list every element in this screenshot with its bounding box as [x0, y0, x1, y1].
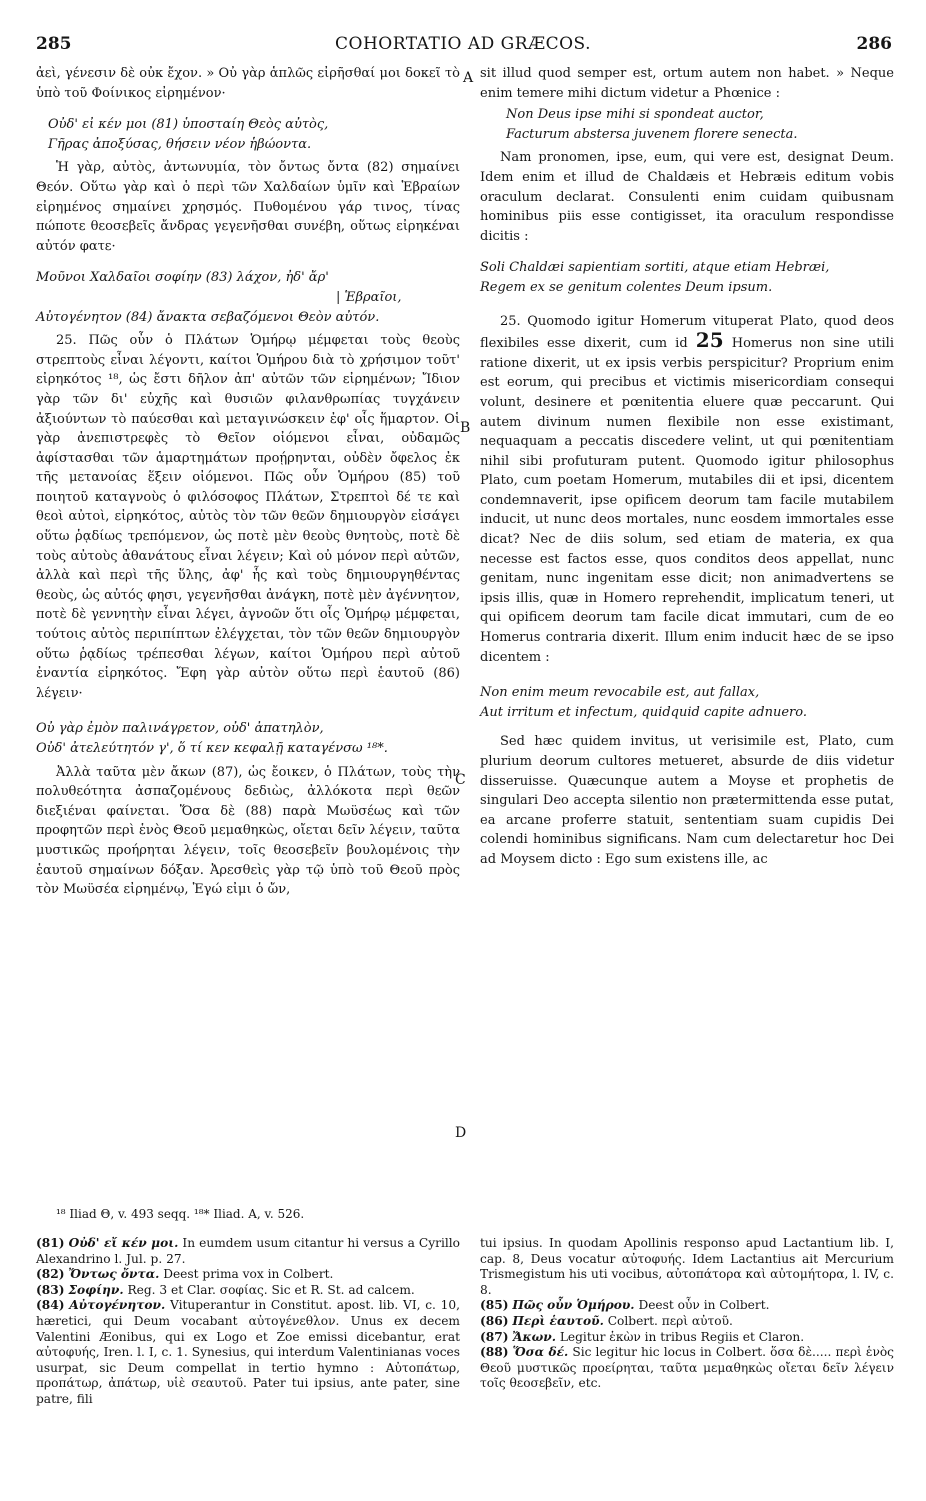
latin-verse-homer — [480, 683, 894, 722]
note: (84) Αὐτογένητον. Vituperantur in Constitut. apost. lib. VI, c. 10, hæretici, qui Deum vocabant αὐτογένεθλον. Unus ex decem Valentini Æonibus, qui ex Logo et Zoe emissi dicebantur, erat αὐτοφυής, Iren. l. I, c. 1. Synesius, qui interdum Valentinianas voces usurpat, sic Deum compellat in tertio hymno : Αὐτοπάτωρ, προπάτωρ, ἀπάτωρ, υἱὲ σεαυτοῦ. Pater tui ipsius, ante pater, sine patre, fili — [36, 1298, 461, 1406]
greek-paragraph: 25. Πῶς οὖν ὁ Πλάτων Ὁμήρῳ μέμφεται τοὺς θεοὺς στρεπτοὺς εἶναι λέγοντι, καίτοι Ὁμήρου διὰ τὸ χρήσιμον τοῦτ' εἰρηκότος ¹⁸, ὡς ἔστι δῆλον ἀπ' αὐτῶν τῶν εἰρημένων; Ἴδιον γὰρ τῶν δι' εὐχῆς καὶ θυσιῶν φιλανθρωπίας τυγχάνειν ἀξιούντων τὸ παύεσθαι καὶ μεταγινώσκειν ἐφ' οἷς ἥμαρτον. Οἱ γὰρ ἀνεπιστρεφὲς τὸ Θεῖον οἰόμενοι εἶναι, οὐδαμῶς ἀφίστασθαι τῶν ἁμαρτημάτων προῄρηνται, οὐδὲν ὄφελος ἐκ τῆς μετανοίας ἕξειν οἰόμενοι. Πῶς οὖν Ὁμήρου (85) τοῦ ποιητοῦ καταγνοὺς ὁ φιλόσοφος Πλάτων, Στρεπτοὶ δέ τε καὶ θεοὶ αὐτοὶ, εἰρηκότος, αὐτὸς τὸν τῶν θεῶν δημιουργὸν εἰσάγει οὕτω ῥᾳδίως τρεπόμενον, ὡς ποτὲ μὲν θεοὺς θνητοὺς, ποτὲ δὲ τοὺς αὐτοὺς ἀθανάτους εἶναι λέγειν; Καὶ οὐ μόνον περὶ αὐτῶν, ἀλλὰ καὶ περὶ τῆς ὕλης, ἀφ' ἧς καὶ τοὺς δημιουργηθέντας θεοὺς, ὡς αὐτός φησι, γεγενῆσθαι ἀνάγκη, ποτὲ μὲν ἀγέννητον, ποτὲ δὲ γεννητὴν εἶναι λέγει, ἀγνοῶν ὅτι οἷς Ὁμήρῳ μέμφεται, τούτοις αὐτὸς περιπίπτων ἐλέγχεται, τὸν τῶν θεῶν δημιουργὸν οὕτω ῥᾳδίως τρέπεσθαι λέγων, καίτοι Ὁμήρου περὶ αὐτοῦ ἐναντία εἰρηκότος. Ἔφη γὰρ αὐτὸν οὕτω περὶ ἑαυτοῦ (86) λέγειν· — [36, 333, 460, 701]
latin-text: 25. Quomodo igitur Homerum vituperat Plato, quod deos flexibiles esse dixerit, cum id — [480, 313, 894, 352]
latin-paragraph — [480, 312, 894, 668]
latin-paragraph: Nam pronomen, ipse, eum, qui vere est, designat Deum. Idem enim et illud de Chaldæis et Hebræis editum vobis oraculum declarat. Consulenti enim cuidam quibusnam hominibus piis esse contigisset, ita oraculum respondisse dicitis : — [480, 150, 894, 244]
margin-letter-b: B — [460, 420, 471, 436]
verse-line: Regem ex se genitum colentes Deum ipsum. — [480, 279, 773, 295]
verse-line: Non enim meum revocabile est, aut fallax, — [480, 685, 760, 701]
verse-line: Non Deus ipse mihi si spondeat auctor, — [506, 107, 764, 123]
note: (88) Ὅσα δέ. Sic legitur hic locus in Colbert. ὅσα δὲ..... περὶ ἑνὸς Θεοῦ μυστικῶς προείρηται, ταῦτα μεμαθηκὼς οἴεται δεῖν λέγειν τοῖς θεοσεβεῖν, etc. — [480, 1345, 895, 1391]
verse-line: | Ἑβραῖοι, — [336, 289, 402, 305]
note: (81) Οὐδ' εἴ κέν μοι. In eumdem usum citantur hi versus a Cyrillo Alexandrino l. Jul. p. 27. — [36, 1236, 460, 1266]
latin-text: Homerus non sine utili ratione dixerit, ut ex ipsis verbis perspicitur? Proprium enim est eorum, qui precibus et victimis misericordiam consequi volunt, desinere et pœnitentia eluere quæ peccarunt. Qui autem divinum numen flexibile non esse existimant, nequaquam a peccatis discedere velint, ut qui pœnitentiam nihil sibi profuturam putent. Quomodo igitur philosophus Plato, cum poetam Homerum, mutabiles dii et ipsi, dicentem condemnaverit, ipse opificem deorum tam facile mutabilem inducit, ut nunc deos mortales, nunc eosdem immortales esse dicat? Nec de diis solum, sed etiam de materia, ex qua necesse est factos esse, quos conditos deos appellat, nunc genitam, nunc ingenitam esse dicit; non animadvertens se ipsis illis, quæ in Homero reprehendit, implicatum teneri, ut qui opificem deorum tam facile dicat immutari, cum de eo Homerus contraria dixerit. Illum enim inducit hæc de se ipso dicentem : — [480, 336, 895, 665]
verse-line: Αὐτογένητον (84) ἄνακτα σεβαζόμενοι Θεὸν αὐτόν. — [36, 309, 380, 325]
greek-paragraph: Ἀλλὰ ταῦτα μὲν ἄκων (87), ὡς ἔοικεν, ὁ Πλάτων, τοὺς τὴν πολυθεότητα ἀσπαζομένους δεδιὼς, ἀλλόκοτα περὶ θεῶν διεξιέναι φαίνεται. Ὅσα δὲ (88) παρὰ Μωϋσέως καὶ τῶν προφητῶν περὶ ἑνὸς Θεοῦ μεμαθηκὼς, οἴεται δεῖν λέγειν, ταῦτα μυστικῶς προήρηται λέγειν, τοῖς θεοσεβεῖν βουλομένοις τὴν ἑαυτοῦ σημαίνων δόξαν. Ἀρεσθεὶς γὰρ τῷ ὑπὸ τοῦ Θεοῦ πρὸς τὸν Μωϋσέα εἰρημένῳ, Ἐγώ εἰμι ὁ ὤν, — [36, 764, 460, 898]
running-title: COHORTATIO AD GRÆCOS. — [335, 34, 591, 54]
greek-paragraph: ἀεὶ, γένεσιν δὲ οὐκ ἔχον. » Οὐ γὰρ ἁπλῶς εἰρῆσθαί μοι δοκεῖ τὸ ὑπὸ τοῦ Φοίνικος εἰρημένον· — [36, 66, 460, 101]
footnote-references: ¹⁸ Iliad Θ, v. 493 seqq. ¹⁸* Iliad. A, v. 526. — [56, 1207, 305, 1221]
greek-column — [36, 64, 460, 900]
verse-line: Soli Chaldæi sapientiam sortiti, atque etiam Hebræi, — [480, 260, 830, 276]
note: (85) Πῶς οὖν Ὁμήρου. Deest οὖν in Colbert. — [480, 1298, 770, 1313]
notes-right — [480, 1236, 894, 1392]
latin-column — [480, 64, 894, 870]
verse-line: Οὐδ' ἀτελεύτητόν γ', ὅ τί κεν κεφαλῇ καταγένσω ¹⁸*. — [36, 741, 388, 756]
latin-verse-oracle — [480, 258, 894, 297]
latin-paragraph: Sed hæc quidem invitus, ut verisimile est, Plato, cum plurium deorum cultores metueret, absurde de diis videtur disseruisse. Quæcunque autem a Moyse et prophetis de singulari Deo accepta silentio non prætermittenda esse putat, ea arcane proferre statuit, sententiam suam cupidis Dei colendi hominibus significans. Nam cum delectaretur hoc Dei ad Moysem dicto : Ego sum existens ille, ac — [480, 734, 894, 867]
left-page-number: 285 — [36, 34, 72, 54]
verse-line: Aut irritum et infectum, quidquid capite adnuero. — [480, 704, 807, 720]
page-header — [0, 34, 926, 60]
latin-paragraph: sit illud quod semper est, ortum autem non habet. » Neque enim temere mihi dictum videtur a Phœnice : — [480, 66, 894, 101]
notes-left — [36, 1236, 460, 1408]
verse-line: Facturum abstersa juvenem florere senecta. — [506, 126, 798, 142]
note: (82) Ὄντως ὄντα. Deest prima vox in Colbert. — [36, 1267, 334, 1282]
right-page-number: 286 — [856, 34, 892, 54]
section-number: 25 — [695, 328, 724, 353]
note: (83) Σοφίην. Reg. 3 et Clar. σοφίας. Sic et R. St. ad calcem. — [36, 1282, 415, 1297]
margin-letter-a: A — [463, 70, 474, 86]
note: (86) Περὶ ἑαυτοῦ. Colbert. περὶ αὐτοῦ. — [480, 1313, 733, 1328]
verse-line: Οὐ γὰρ ἐμὸν παλινάγρετον, οὐδ' ἀπατηλὸν, — [36, 721, 324, 737]
verse-line: Μοῦνοι Χαλδαῖοι σοφίην (83) λάχον, ἠδ' ἄρ' — [36, 270, 329, 286]
greek-paragraph: Ἡ γὰρ, αὐτὸς, ἀντωνυμία, τὸν ὄντως ὄντα (82) σημαίνει Θεόν. Οὕτω γὰρ καὶ ὁ περὶ τῶν Χαλδαίων ὑμῖν καὶ Ἑβραίων εἰρημένος σημαίνει χρησμός. Πυθομένου γάρ τινος, τίνας πώποτε θεοσεβεῖς ἄνδρας γεγενῆσθαι συνέβη, οὕτως εἰρηκέναι αὐτόν φατε· — [36, 160, 460, 254]
greek-verse-oracle — [36, 268, 460, 327]
greek-verse-homer — [36, 719, 460, 758]
margin-letter-c: C — [455, 772, 466, 788]
greek-verse-phoenix — [36, 115, 460, 154]
verse-line: Γῆρας ἀποξύσας, θήσειν νέον ἡβώοντα. — [48, 136, 312, 152]
latin-verse-phoenix — [480, 105, 894, 144]
note: (87) Ἄκων. Legitur ἑκὼν in tribus Regiis et Claron. — [480, 1329, 805, 1344]
note: tui ipsius. In quodam Apollinis responso apud Lactantium lib. I, cap. 8, Deus vocatur αὐτοφυής. Idem Lactantius ait Mercurium Trismegistum his uti vocibus, αὐτοπάτορα καὶ αὐτομήτορα, l. IV, c. 8. — [480, 1236, 894, 1297]
verse-line: Οὐδ' εἰ κέν μοι (81) ὑποσταίη Θεὸς αὐτὸς, — [48, 117, 329, 133]
margin-letter-d: D — [455, 1125, 467, 1141]
